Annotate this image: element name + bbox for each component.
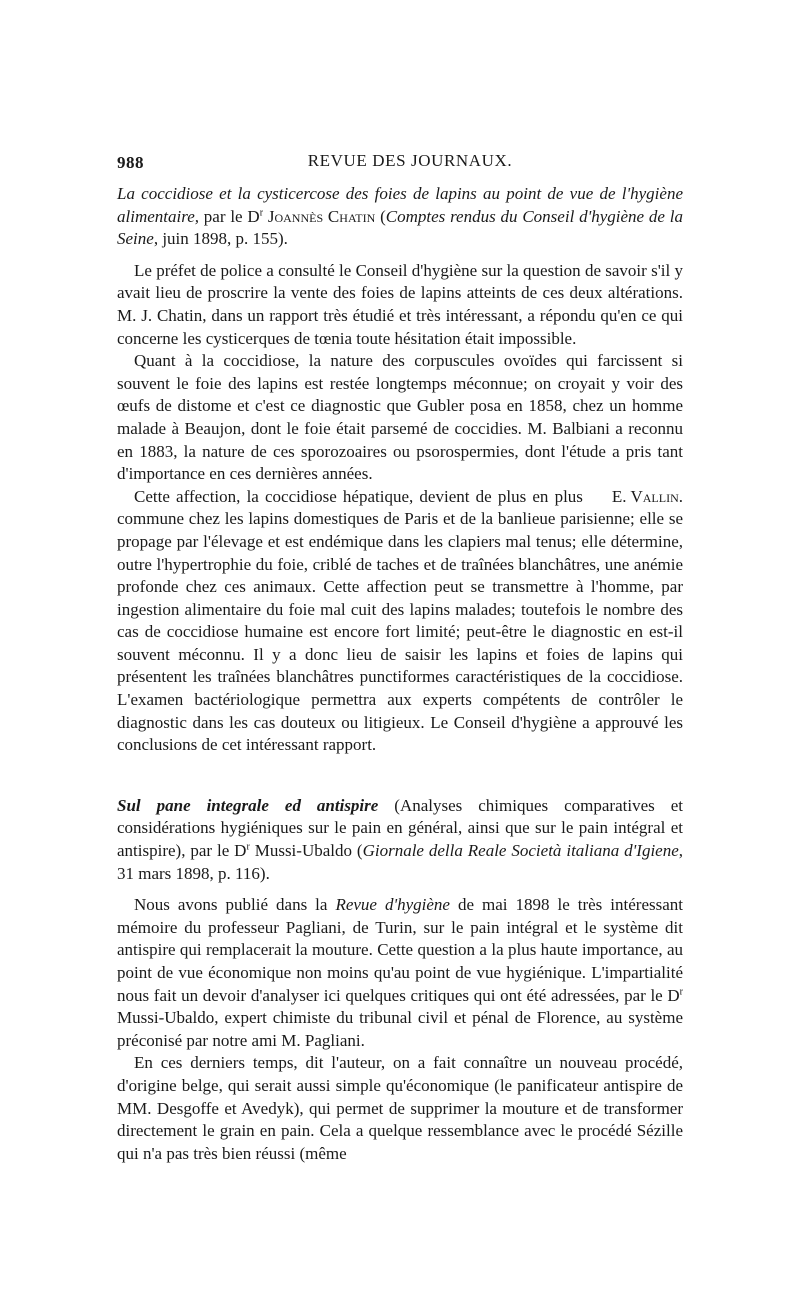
article2-source-rest: , 31 mars 1898, p. 116). bbox=[117, 841, 684, 883]
article1-paragraph-1: Le préfet de police a consulté le Conseil d'hygiène sur la question de savoir s'il y avait lieu de proscrire la vente des foies de lapins atteints de ces deux altérations. M. J. Chatin, dans un rapport très étudié et très intéressant, a répondu qu'en ce qui concerne les cysticerques de tœnia toute hésitation était impossible. bbox=[117, 260, 683, 348]
article1-heading bbox=[117, 183, 683, 251]
article2-heading bbox=[117, 795, 683, 885]
article2-author: Mussi-Ubaldo bbox=[249, 841, 352, 861]
article1-paragraph-3-text: Cette affection, la coccidiose hépatique, devient de plus en plus commune chez les lapins domestiques de Paris et de la banlieue parisienne; elle se propage par l'élevage et est endémique dans les clapiers mal tenus; elle détermine, outre l'hypertrophie du foie, criblé de taches et de traînées blanchâtres, une anémie profonde chez ces animaux. Cette affection peut se transmettre à l'homme, par ingestion alimentaire du foie mal cuit des lapins malades; toutefois le nombre des cas de coccidiose humaine est encore fort limité; peut-être le diagnostic en est-il souvent méconnu. Il y a donc lieu de saisir les lapins et foies de lapins qui présentent les traînées blanchâtres punctiformes caractéristiques de la coccidiose. L'examen bactériologique permettra aux experts compétents de contrôler le diagnostic dans les cas douteux ou litigieux. Le Conseil d'hygiène a approuvé les conclusions de cet intéressant rapport. bbox=[117, 486, 683, 755]
running-head: REVUE DES JOURNAUX. bbox=[307, 151, 513, 170]
article1-source-rest: , juin 1898, p. 155). bbox=[153, 229, 288, 249]
page-header bbox=[0, 151, 800, 177]
page-body bbox=[117, 183, 683, 1165]
article2-p1-journal: Revue d'hygiène bbox=[335, 895, 450, 915]
article1-source-title: Comptes rendus du Conseil d'hygiène de la Seine bbox=[117, 206, 683, 249]
article2-source-title: Giornale della Reale Società italiana d'Igiene bbox=[362, 841, 679, 861]
article2-title-rest: (Analyses chimiques comparatives et considérations hygiéniques sur le pain en général, ainsi que sur le pain intégral et antispire), par le D bbox=[117, 795, 683, 861]
article1-title: La coccidiose et la cysticercose des foies de lapins au point de vue de l'hygiène alimentaire, bbox=[117, 184, 683, 226]
article2-paragraph-1 bbox=[117, 894, 683, 1052]
article2-p1-after: Mussi-Ubaldo, expert chimiste du tribunal civil et pénal de Florence, au système préconisé par notre ami M. Pagliani. bbox=[117, 1008, 683, 1050]
article2-source-open: ( bbox=[352, 841, 363, 861]
article1-signature: E. Vallin. bbox=[611, 486, 683, 506]
article2-title: Sul pane integrale ed antispire bbox=[117, 795, 379, 815]
article1-author: Joannès Chatin bbox=[263, 206, 376, 226]
article1-paragraph-2: Quant à la coccidiose, la nature des corpuscules ovoïdes qui farcissent si souvent le foie des lapins est restée longtemps méconnue; on croyait y voir des œufs de distome et c'est ce diagnostic que Gubler posa en 1858, chez un homme malade à Beaujon, dont le foie était parsemé de coccidies. M. Balbiani a reconnu en 1883, la nature de ces sporozoaires ou psorospermies, dont l'étude a pris tant d'importance en ces dernières années. bbox=[117, 351, 683, 484]
page-number: 988 bbox=[117, 153, 144, 172]
article1-source-open: ( bbox=[375, 206, 386, 226]
article2-p1-mid: de mai 1898 le très intéressant mémoire du professeur Pagliani, de Turin, sur le pain intégral et le système dit antispire qui remplacerait la mouture. Cette question a la plus haute importance, au point de vue économique non moins qu'au point de vue hygiénique. L'impartialité nous fait un devoir d'analyser ici quelques critiques qui ont été adressées, par le D bbox=[117, 895, 683, 1005]
article2-p1-sup: r bbox=[679, 985, 683, 997]
article1-by-sup: r bbox=[259, 206, 264, 218]
article2-paragraph-2: En ces derniers temps, dit l'auteur, on a fait connaître un nouveau procédé, d'origine belge, qui serait aussi simple qu'économique (le panificateur antispire de MM. Desgoffe et Avedyk), qui permet de supprimer la mouture et de transformer directement le grain en pain. Cela a quelque ressemblance avec le procédé Sézille qui n'a pas très bien réussi (même bbox=[117, 1053, 683, 1163]
article2-p1-before: Nous avons publié dans la bbox=[134, 895, 336, 915]
article2-by-sup: r bbox=[246, 841, 250, 853]
article1-by: par le D bbox=[199, 206, 260, 226]
article1-paragraph-3 bbox=[117, 486, 683, 757]
